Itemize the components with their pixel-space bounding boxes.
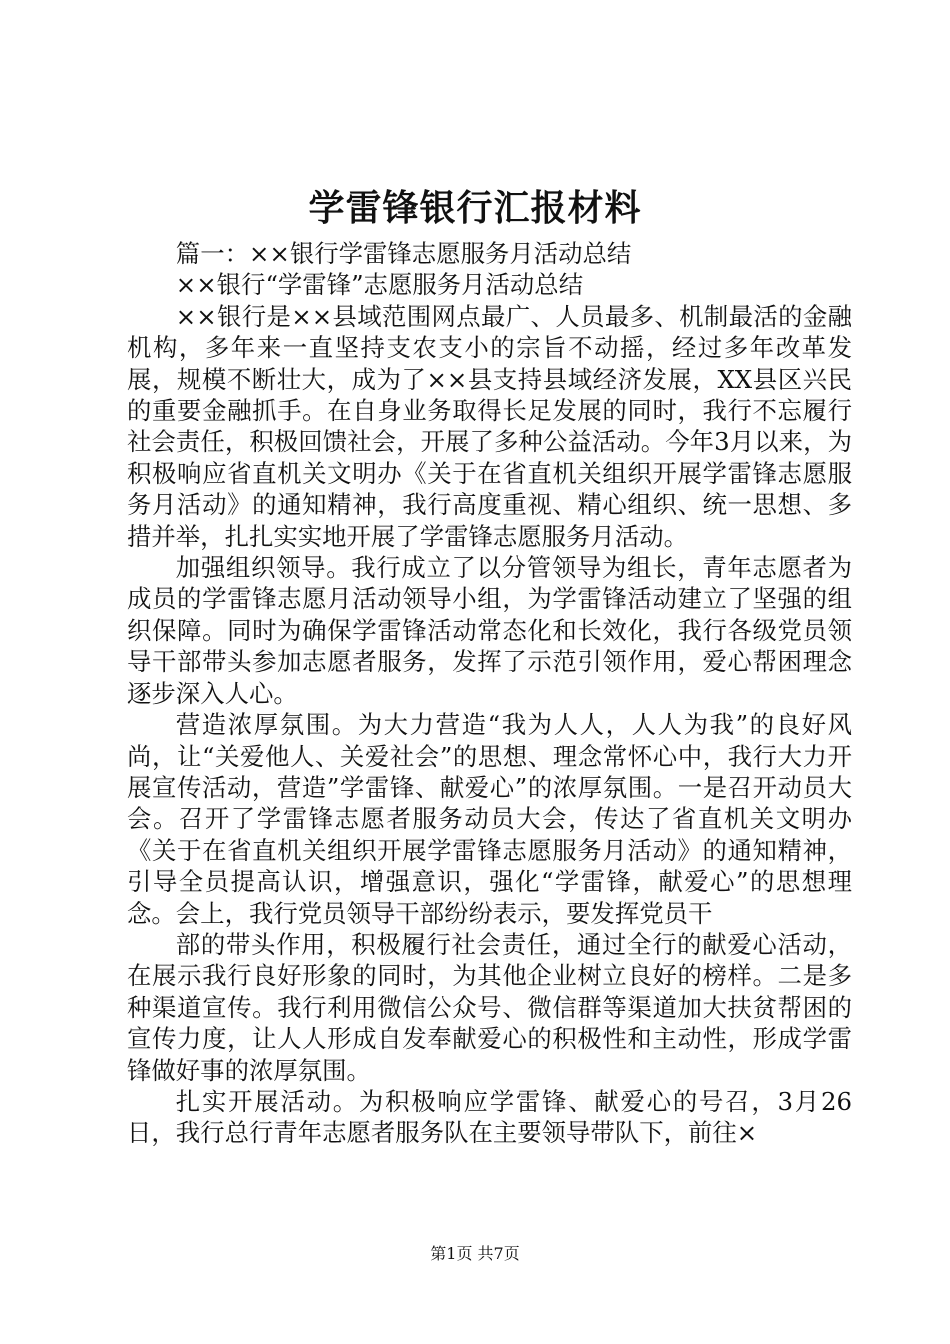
paragraph-atmosphere: 营造浓厚氛围。为大力营造“我为人人，人人为我”的良好风尚，让“关爱他人、关爱社会”的思想、理念常怀心中，我行大力开展宣传活动，营造”学雷锋、献爱心”的浓厚氛围。一是召开动员大会。召开了学雷锋志愿者服务动员大会，传达了省直机关文明办《关于在省直机关组织开展学雷锋志愿服务月活动》的通知精神，引导全员提高认识，增强意识，强化“学雷锋，献爱心”的思想理念。会上，我行党员领导干部纷纷表示，要发挥党员干 — [127, 710, 852, 928]
paragraph-atmosphere-continued: 部的带头作用，积极履行社会责任，通过全行的献爱心活动，在展示我行良好形象的同时，为其他企业树立良好的榜样。二是多种渠道宣传。我行利用微信公众号、微信群等渠道加大扶贫帮困的宣传力度，让人人形成自发奉献爱心的积极性和主动性，形成学雷锋做好事的浓厚氛围。 — [127, 929, 852, 1085]
document-body — [127, 238, 852, 1149]
page-number-footer: 第1页 共7页 — [430, 1244, 520, 1263]
paragraph-activities: 扎实开展活动。为积极响应学雷锋、献爱心的号召，3月26日，我行总行青年志愿者服务队在主要领导带队下，前往× — [127, 1086, 852, 1148]
paragraph-section-heading: 篇一：××银行学雷锋志愿服务月活动总结 — [175, 239, 632, 268]
document-title: 学雷锋银行汇报材料 — [308, 187, 642, 229]
paragraph-leadership: 加强组织领导。我行成立了以分管领导为组长，青年志愿者为成员的学雷锋志愿月活动领导小组，为学雷锋活动建立了坚强的组织保障。同时为确保学雷锋活动常态化和长效化，我行各级党员领导干部带头参加志愿者服务，发挥了示范引领作用，爱心帮困理念逐步深入人心。 — [127, 553, 852, 708]
paragraph-intro: ××银行是××县域范围网点最广、人员最多、机制最活的金融机构，多年来一直坚持支农支小的宗旨不动摇，经过多年改革发展，规模不断壮大，成为了××县支持县域经济发展，XX县区兴民的重要金融抓手。在自身业务取得长足发展的同时，我行不忘履行社会责任，积极回馈社会，开展了多种公益活动。今年3月以来，为积极响应省直机关文明办《关于在省直机关组织开展学雷锋志愿服务月活动》的通知精神，我行高度重视、精心组织、统一思想、多措并举，扎扎实实地开展了学雷锋志愿服务月活动。 — [127, 301, 852, 551]
paragraph-report-title: ××银行“学雷锋”志愿服务月活动总结 — [175, 270, 584, 300]
